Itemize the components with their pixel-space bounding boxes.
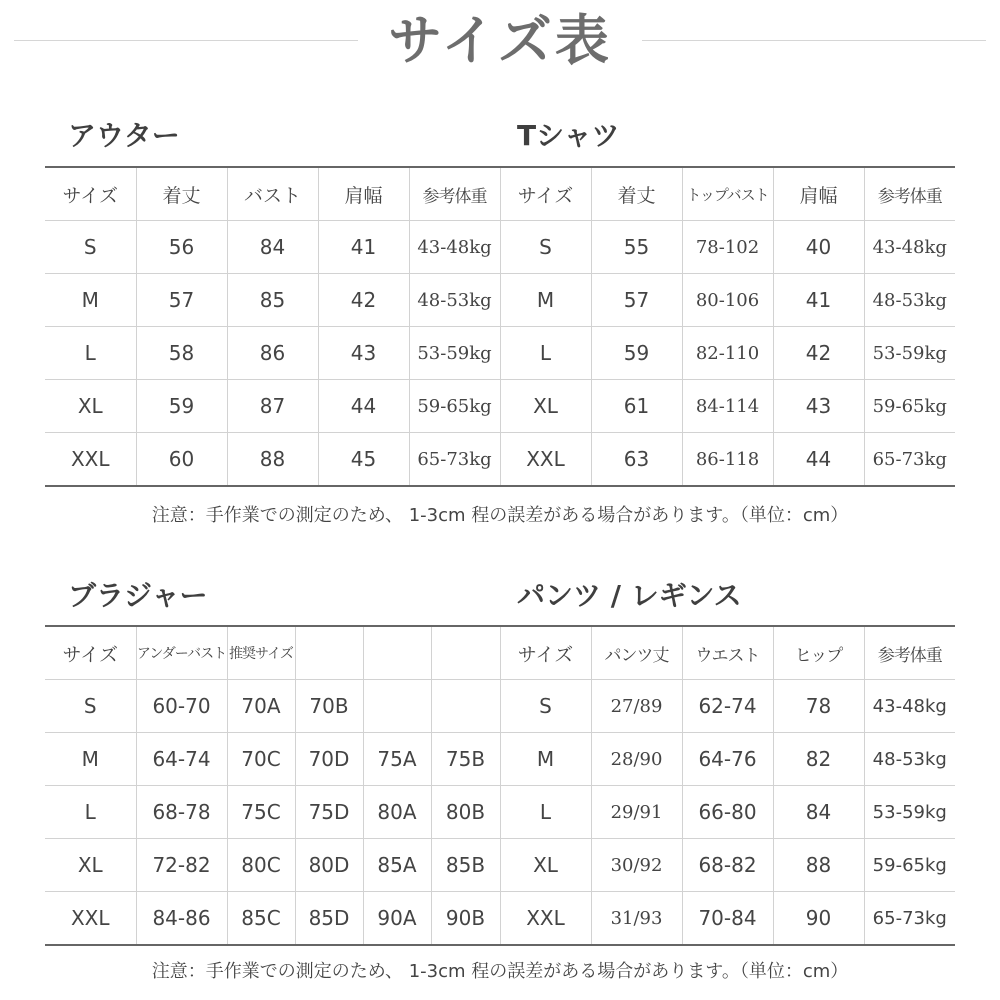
- table-cell: 70B: [295, 680, 363, 733]
- table-cell: 75C: [227, 786, 295, 839]
- table-cell: 75D: [295, 786, 363, 839]
- table-cell: 86-118: [682, 433, 773, 487]
- table-cell: L: [45, 786, 136, 839]
- table-cell: 41: [318, 221, 409, 274]
- table-header-row: [45, 626, 955, 680]
- table-cell: M: [45, 274, 136, 327]
- table-cell: 29/91: [591, 786, 682, 839]
- table-cell: 28/90: [591, 733, 682, 786]
- table-cell: 80-106: [682, 274, 773, 327]
- table-row: [45, 733, 955, 786]
- table-cell: 85D: [295, 892, 363, 946]
- pants-header-cell: ヒップ: [773, 626, 864, 680]
- outer-header-cell: 着丈: [136, 167, 227, 221]
- table-row: [45, 221, 955, 274]
- table-cell: 30/92: [591, 839, 682, 892]
- table-cell: XXL: [45, 892, 136, 946]
- table-cell: 44: [318, 380, 409, 433]
- table-cell: 59: [136, 380, 227, 433]
- table-cell: 44: [773, 433, 864, 487]
- table-cell: 82-110: [682, 327, 773, 380]
- pants-header-cell: パンツ丈: [591, 626, 682, 680]
- table-cell: XL: [500, 839, 591, 892]
- table-cell: 78: [773, 680, 864, 733]
- table-cell: 63: [591, 433, 682, 487]
- table-cell: 70C: [227, 733, 295, 786]
- bra-header-cell: [363, 626, 431, 680]
- table-cell: XL: [45, 839, 136, 892]
- table-cell: 40: [773, 221, 864, 274]
- table-row: [45, 786, 955, 839]
- table-cell: 75B: [431, 733, 500, 786]
- table-cell: 80A: [363, 786, 431, 839]
- table-row: [45, 380, 955, 433]
- pants-section-title: パンツ / レギンス: [517, 579, 742, 612]
- table-cell: 78-102: [682, 221, 773, 274]
- tshirt-header-cell: トップバスト: [682, 167, 773, 221]
- page-title: サイズ表: [388, 9, 612, 72]
- table-cell: 84: [227, 221, 318, 274]
- table-cell: XL: [500, 380, 591, 433]
- table-cell: 48-53kg: [864, 733, 955, 786]
- table-cell: 85: [227, 274, 318, 327]
- table-cell: 85B: [431, 839, 500, 892]
- table-cell: S: [500, 680, 591, 733]
- table-cell: 43: [318, 327, 409, 380]
- table-cell: 88: [227, 433, 318, 487]
- table-cell: 31/93: [591, 892, 682, 946]
- table-cell: 58: [136, 327, 227, 380]
- table-row: [45, 274, 955, 327]
- table-cell: 64-76: [682, 733, 773, 786]
- table-cell: 66-80: [682, 786, 773, 839]
- pants-header-cell: 参考体重: [864, 626, 955, 680]
- table-cell: 60-70: [136, 680, 227, 733]
- table-row: [45, 839, 955, 892]
- tshirt-header-cell: 着丈: [591, 167, 682, 221]
- bra-header-cell: サイズ: [45, 626, 136, 680]
- table-cell: 80B: [431, 786, 500, 839]
- table-cell: 43-48kg: [864, 221, 955, 274]
- bra-section-title: ブラジャー: [68, 579, 208, 612]
- table-cell: XXL: [500, 433, 591, 487]
- table-cell: 43-48kg: [409, 221, 500, 274]
- table-cell: 59-65kg: [864, 839, 955, 892]
- table-cell: S: [500, 221, 591, 274]
- table-cell: 43: [773, 380, 864, 433]
- table-cell: 84-114: [682, 380, 773, 433]
- table-cell: L: [500, 327, 591, 380]
- table-cell: 70-84: [682, 892, 773, 946]
- table-cell: 62-74: [682, 680, 773, 733]
- bra-header-cell: [295, 626, 363, 680]
- tshirt-header-cell: 参考体重: [864, 167, 955, 221]
- table-row: [45, 327, 955, 380]
- outer-header-cell: 肩幅: [318, 167, 409, 221]
- table-cell: 41: [773, 274, 864, 327]
- table-cell: 90A: [363, 892, 431, 946]
- table-cell: 68-82: [682, 839, 773, 892]
- table-cell: 80C: [227, 839, 295, 892]
- table-cell: 59-65kg: [864, 380, 955, 433]
- bottom-size-tables: [45, 625, 955, 946]
- bra-header-cell: 推奨サイズ: [227, 626, 295, 680]
- table-cell: 65-73kg: [864, 892, 955, 946]
- table-cell: 56: [136, 221, 227, 274]
- tshirt-header-cell: 肩幅: [773, 167, 864, 221]
- pants-header-cell: サイズ: [500, 626, 591, 680]
- table-cell: 65-73kg: [864, 433, 955, 487]
- table-cell: 57: [136, 274, 227, 327]
- table-cell: 70D: [295, 733, 363, 786]
- bra-header-cell: [431, 626, 500, 680]
- table-cell: 53-59kg: [409, 327, 500, 380]
- table-cell: 90: [773, 892, 864, 946]
- table-cell: L: [500, 786, 591, 839]
- table-cell: 85C: [227, 892, 295, 946]
- table-cell: 53-59kg: [864, 786, 955, 839]
- table-cell: 57: [591, 274, 682, 327]
- table-cell: 80D: [295, 839, 363, 892]
- table-cell: XXL: [500, 892, 591, 946]
- bra-header-cell: アンダーバスト: [136, 626, 227, 680]
- table-cell: 70A: [227, 680, 295, 733]
- table-cell: 60: [136, 433, 227, 487]
- table-cell: [363, 680, 431, 733]
- table-cell: 42: [773, 327, 864, 380]
- table-cell: M: [45, 733, 136, 786]
- table-cell: [431, 680, 500, 733]
- table-row: [45, 680, 955, 733]
- table-cell: 61: [591, 380, 682, 433]
- table-cell: L: [45, 327, 136, 380]
- table-row: [45, 892, 955, 946]
- tshirt-header-cell: サイズ: [500, 167, 591, 221]
- outer-header-cell: バスト: [227, 167, 318, 221]
- table-cell: 48-53kg: [409, 274, 500, 327]
- table-cell: 88: [773, 839, 864, 892]
- table-cell: 87: [227, 380, 318, 433]
- table-cell: 59: [591, 327, 682, 380]
- table-cell: 72-82: [136, 839, 227, 892]
- table-cell: 86: [227, 327, 318, 380]
- top-size-tables: [45, 166, 955, 487]
- table-cell: 64-74: [136, 733, 227, 786]
- table-header-row: [45, 167, 955, 221]
- table-cell: 43-48kg: [864, 680, 955, 733]
- table-row: [45, 433, 955, 487]
- outer-section-title: アウター: [68, 119, 180, 152]
- table-cell: S: [45, 221, 136, 274]
- table-cell: 55: [591, 221, 682, 274]
- table-cell: 84-86: [136, 892, 227, 946]
- table-cell: XL: [45, 380, 136, 433]
- table-cell: 82: [773, 733, 864, 786]
- table-cell: 27/89: [591, 680, 682, 733]
- table-cell: M: [500, 274, 591, 327]
- table-cell: 65-73kg: [409, 433, 500, 487]
- table-cell: 59-65kg: [409, 380, 500, 433]
- table-cell: 85A: [363, 839, 431, 892]
- table-cell: 75A: [363, 733, 431, 786]
- table-cell: 53-59kg: [864, 327, 955, 380]
- table-cell: 84: [773, 786, 864, 839]
- measurement-note: 注意：手作業での測定のため、 1-3cm 程の誤差がある場合があります。（単位：cm）: [151, 505, 849, 526]
- outer-header-cell: サイズ: [45, 167, 136, 221]
- table-cell: M: [500, 733, 591, 786]
- table-cell: 45: [318, 433, 409, 487]
- table-cell: 68-78: [136, 786, 227, 839]
- outer-header-cell: 参考体重: [409, 167, 500, 221]
- tshirt-section-title: Tシャツ: [517, 119, 620, 152]
- table-cell: 48-53kg: [864, 274, 955, 327]
- table-cell: 42: [318, 274, 409, 327]
- measurement-note: 注意：手作業での測定のため、 1-3cm 程の誤差がある場合があります。（単位：cm）: [151, 961, 849, 982]
- table-cell: 90B: [431, 892, 500, 946]
- table-cell: S: [45, 680, 136, 733]
- table-cell: XXL: [45, 433, 136, 487]
- pants-header-cell: ウエスト: [682, 626, 773, 680]
